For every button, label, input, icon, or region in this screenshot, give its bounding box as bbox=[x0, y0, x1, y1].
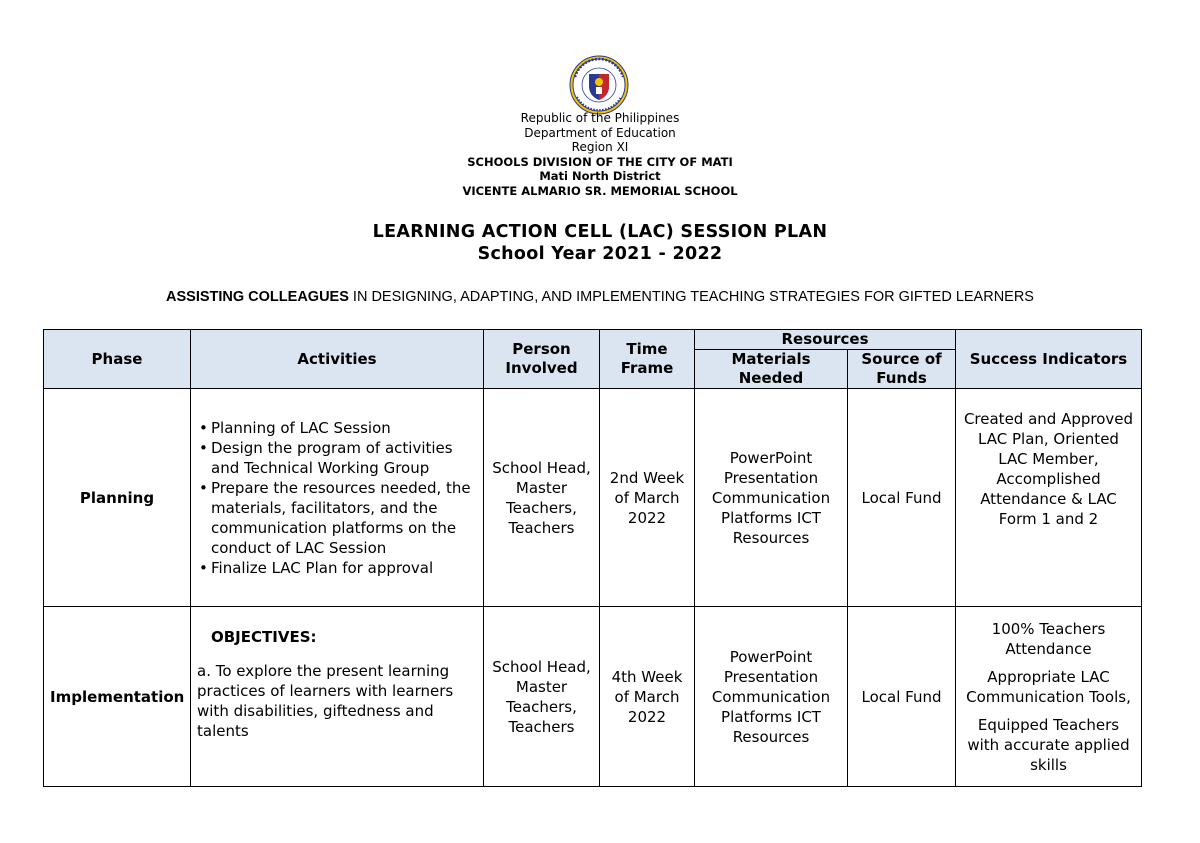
topic-bold: ASSISTING COLLEAGUES bbox=[166, 289, 349, 305]
funds-cell: Local Fund bbox=[848, 389, 956, 607]
header-resources: Resources bbox=[695, 330, 956, 350]
header-funds: Source of Funds bbox=[848, 350, 956, 389]
letterhead-line: Department of Education bbox=[524, 125, 676, 140]
person-cell: School Head, Master Teachers, Teachers bbox=[484, 607, 600, 787]
activities-cell bbox=[191, 607, 484, 787]
phase-cell: Implementation bbox=[44, 607, 191, 787]
indicators-cell bbox=[956, 607, 1142, 787]
materials-cell: PowerPoint Presentation Communication Platforms ICT Resources bbox=[695, 607, 848, 787]
topic-rest: IN DESIGNING, ADAPTING, AND IMPLEMENTING TEACHING STRATEGIES FOR GIFTED LEARNERS bbox=[348, 289, 1034, 305]
header-time: Time Frame bbox=[600, 330, 695, 389]
school-name: VICENTE ALMARIO SR. MEMORIAL SCHOOL bbox=[462, 183, 738, 198]
activity-item: • Planning of LAC Session bbox=[197, 418, 477, 438]
person-cell: School Head, Master Teachers, Teachers bbox=[484, 389, 600, 607]
time-cell: 4th Week of March 2022 bbox=[600, 607, 695, 787]
objectives-title: OBJECTIVES: bbox=[211, 628, 317, 646]
header-phase: Phase bbox=[44, 330, 191, 389]
indicator-item: Equipped Teachers with accurate applied skills bbox=[967, 715, 1130, 774]
document-title: LEARNING ACTION CELL (LAC) SESSION PLAN bbox=[372, 222, 828, 242]
materials-cell: PowerPoint Presentation Communication Platforms ICT Resources bbox=[695, 389, 848, 607]
activity-item: • Prepare the resources needed, the materials, facilitators, and the communication platforms on the conduct of LAC Session bbox=[197, 478, 477, 558]
letterhead bbox=[0, 111, 1200, 198]
document-title-block bbox=[0, 221, 1200, 265]
table-row bbox=[44, 607, 1142, 787]
division-name: SCHOOLS DIVISION OF THE CITY OF MATI bbox=[467, 154, 733, 169]
header-person: Person Involved bbox=[484, 330, 600, 389]
activity-item: • Design the program of activities and Technical Working Group bbox=[197, 438, 477, 478]
objective-item: a. To explore the present learning practices of learners with learners with disabilities, giftedness and talents bbox=[197, 662, 454, 740]
header-activities: Activities bbox=[191, 330, 484, 389]
activities-cell bbox=[191, 389, 484, 607]
district-name: Mati North District bbox=[539, 169, 661, 183]
lac-plan-table bbox=[43, 329, 1142, 787]
header-indicators: Success Indicators bbox=[956, 330, 1142, 389]
document-subtitle: School Year 2021 - 2022 bbox=[477, 244, 723, 264]
header-materials: Materials Needed bbox=[695, 350, 848, 389]
indicators-cell: Created and Approved LAC Plan, Oriented LAC Member, Accomplished Attendance & LAC Form 1 and 2 bbox=[956, 389, 1142, 607]
deped-seal-logo bbox=[563, 55, 635, 115]
session-topic bbox=[0, 289, 1200, 305]
indicator-item: 100% Teachers Attendance bbox=[991, 619, 1106, 658]
table-row bbox=[44, 389, 1142, 607]
activity-item: • Finalize LAC Plan for approval bbox=[197, 558, 477, 578]
letterhead-line: Region XI bbox=[571, 140, 629, 154]
time-cell: 2nd Week of March 2022 bbox=[600, 389, 695, 607]
funds-cell: Local Fund bbox=[848, 607, 956, 787]
indicator-item: Appropriate LAC Communication Tools, bbox=[966, 667, 1131, 706]
letterhead-line: Republic of the Philippines bbox=[520, 111, 680, 125]
phase-cell: Planning bbox=[44, 389, 191, 607]
